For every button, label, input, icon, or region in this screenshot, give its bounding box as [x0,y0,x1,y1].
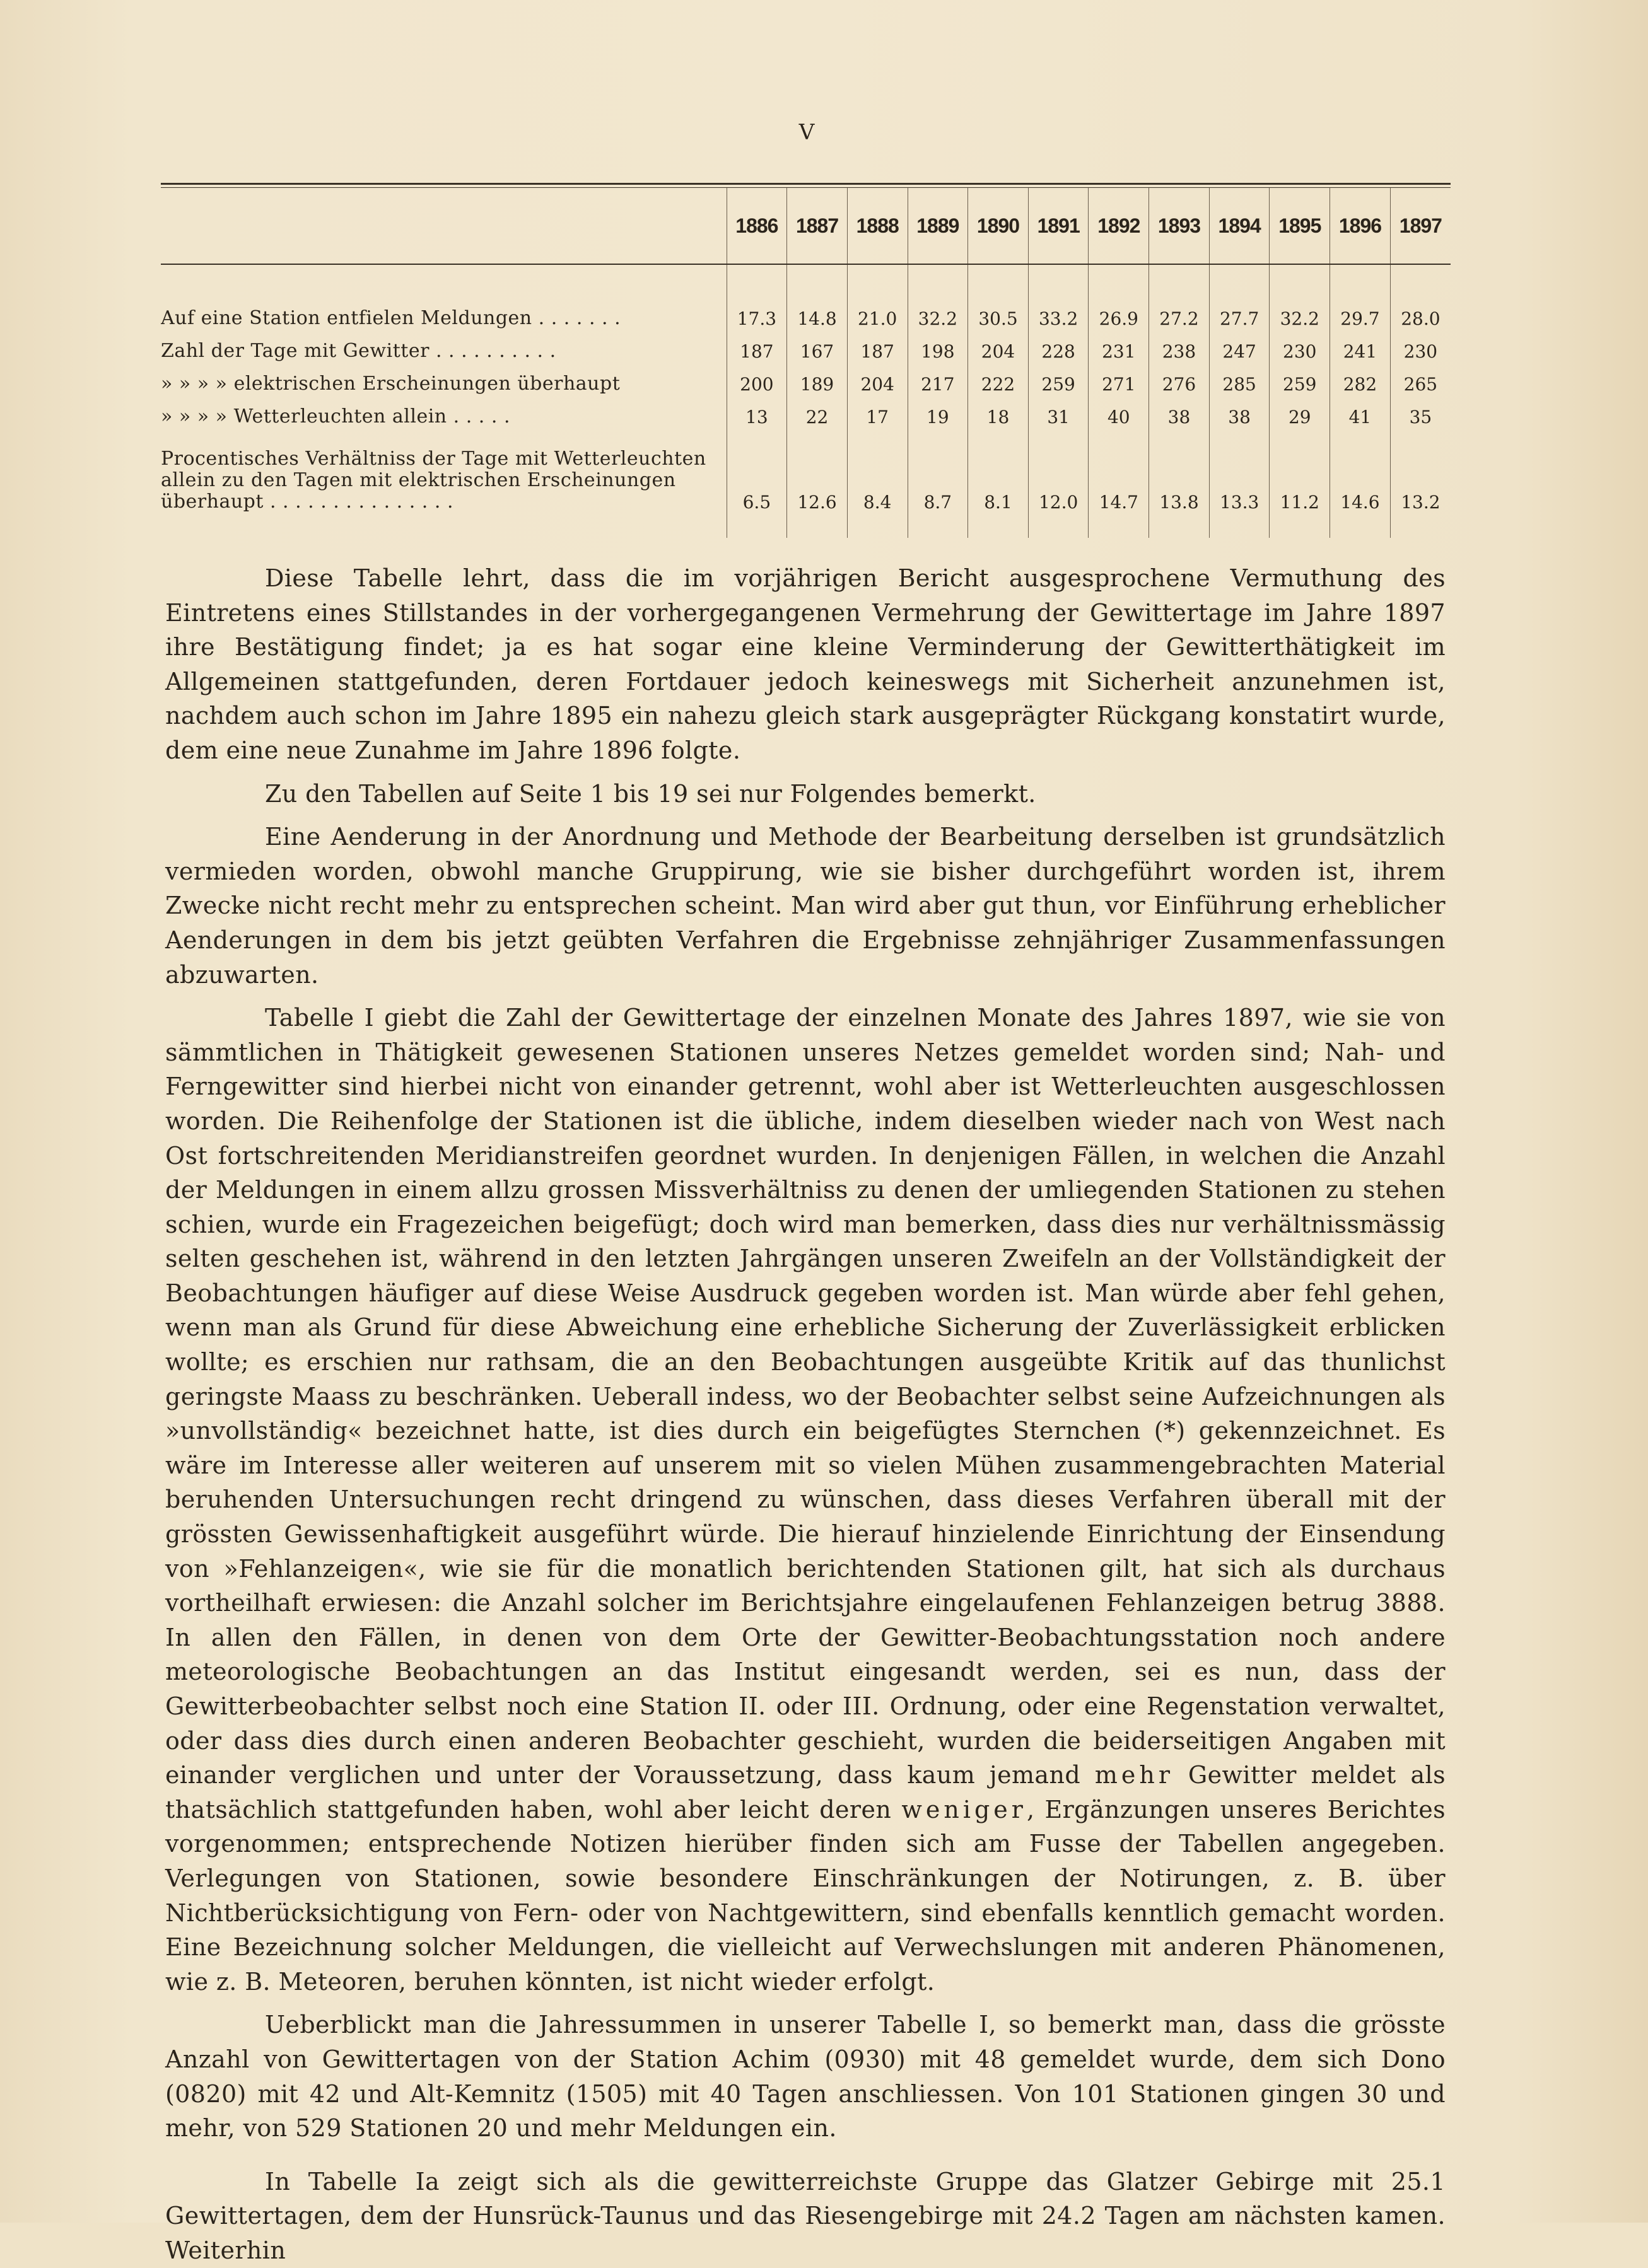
table-cell: 230 [1270,329,1330,362]
year-header: 1895 [1270,188,1330,264]
paragraph-text: Tabelle I giebt die Zahl der Gewittertage der einzelnen Monate des Jahres 1897, wie sie von sämmtlichen in Thätigkeit gewesenen Stationen unseres Netzes gemeldet worden sind; Nah- und Ferngewitter sind hierbei nicht von einander getrennt, wohl aber ist Wetterleuchten ausgeschlossen worden. Die Reihenfolge der Stationen ist die übliche, indem dieselben wieder nach von West nach Ost fortschreitenden Meridianstreifen geordnet wurden. In denjenigen Fällen, in welchen die Anzahl der Meldungen in einem allzu grossen Missverhältniss zu denen der umliegenden Stationen zu stehen schien, wurde ein Fragezeichen beigefügt; doch wird man bemerken, dass dies nur verhältnissmässig selten geschehen ist, während in den letzten Jahrgängen unseren Zweifeln an der Vollständigkeit der Beobachtungen häufiger auf diese Weise Ausdruck gegeben worden ist. Man würde aber fehl gehen, wenn man als Grund für diese Abweichung eine erhebliche Sicherung der Zuverlässigkeit erblicken wollte; es erschien nur rathsam, die an den Beobachtungen ausgeübte Kritik auf das thunlichst geringste Maass zu beschränken. Ueberall indess, wo der Beobachter selbst seine Aufzeichnungen als »unvollständig« bezeichnet hatte, ist dies durch ein beigefügtes Sternchen (*) gekennzeichnet. Es wäre im Interesse aller weiteren auf unserem mit so vielen Mühen zusammengebrachten Material beruhenden Untersuchungen recht dringend zu wünschen, dass dieses Verfahren überall mit der grössten Gewissenhaftigkeit ausgeführt würde. Die hierauf hinzielende Einrichtung der Einsendung von »Fehlanzeigen«, wie sie für die monatlich berichtenden Stationen gilt, hat sich als durchaus vortheilhaft erwiesen: die Anzahl solcher im Berichtsjahre eingelaufenen Fehlanzeigen betrug 3888. In allen den Fällen, in denen von dem Orte der Gewitter-Beobachtungsstation noch andere meteorologische Beobachtungen an das Institut eingesandt werden, sei es nun, dass der Gewitterbeobachter selbst noch eine Station II. oder III. Ordnung, oder eine Regenstation verwaltet, oder dass dies durch einen anderen Beobachter geschieht, wurden die beiderseitigen Angaben mit einander verglichen und unter der Voraussetzung, dass kaum jemand [165,1004,1446,1789]
paragraph: Ueberblickt man die Jahressummen in unserer Tabelle I, so bemerkt man, dass die grösste Anzahl von Gewittertagen von der Station Achim (0930) mit 48 gemeldet wurde, dem sich Dono (0820) mit 42 und Alt-Kemnitz (1505) mit 40 Tagen anschliessen. Von 101 Stationen gingen 30 und mehr, von 529 Stationen 20 und mehr Meldungen ein. [165,2011,1446,2143]
table-cell: 11.2 [1270,427,1330,513]
table-cell: 8.1 [968,427,1029,513]
padding-cell [847,513,908,538]
row-label: Procentisches Verhältniss der Tage mit Wetterleuchten allein zu den Tagen mit elektrischen Erscheinungen überhaupt . . . . . . . . . . . . . . . [161,448,706,513]
table-cell: 241 [1330,329,1391,362]
table-top-rule [161,183,1451,188]
paragraph-text: Gewitter meldet als thatsächlich stattgefunden haben, wohl aber leicht deren [165,1761,1446,1823]
table-cell: 12.0 [1028,427,1089,513]
year-header: 1890 [968,188,1029,264]
table-cell: 271 [1089,362,1149,395]
padding-cell [1209,513,1270,538]
table-cell: 29.7 [1330,264,1391,329]
table-row [161,329,1451,362]
table-cell: 21.0 [847,264,908,329]
padding-cell [161,513,727,538]
table-cell: 12.6 [787,427,848,513]
padding-cell [1330,513,1391,538]
table-cell: 13.2 [1390,427,1451,513]
table-cell: 30.5 [968,264,1029,329]
table-cell: 41 [1330,395,1391,427]
table-cell: 14.8 [787,264,848,329]
table-row [161,395,1451,427]
table-cell: 32.2 [908,264,968,329]
table-row [161,362,1451,395]
thunderstorm-statistics-table-wrap [161,183,1451,538]
table-cell: 35 [1390,395,1451,427]
year-header: 1891 [1028,188,1089,264]
padding-cell [787,513,848,538]
emphasized-word: mehr [1094,1761,1174,1789]
padding-cell [1270,513,1330,538]
table-cell: 18 [968,395,1029,427]
table-cell: 13 [727,395,787,427]
table-cell: 247 [1209,329,1270,362]
padding-cell [1028,513,1089,538]
table-cell: 8.4 [847,427,908,513]
year-header: 1888 [847,188,908,264]
table-cell: 33.2 [1028,264,1089,329]
row-label: » » » » Wetterleuchten allein . . . . . [161,405,510,427]
table-cell: 187 [727,329,787,362]
table-cell: 19 [908,395,968,427]
table-bottom-padding-row [161,513,1451,538]
table-cell: 17.3 [727,264,787,329]
table-cell: 22 [787,395,848,427]
emphasized-word: weniger [901,1795,1027,1823]
padding-cell [1149,513,1210,538]
paragraph [165,1001,1446,1999]
table-cell: 13.3 [1209,427,1270,513]
table-row [161,264,1451,329]
year-header: 1897 [1390,188,1451,264]
table-cell: 222 [968,362,1029,395]
header-blank-cell [161,188,727,264]
year-header: 1886 [727,188,787,264]
table-cell: 13.8 [1149,427,1210,513]
table-cell: 32.2 [1270,264,1330,329]
padding-cell [968,513,1029,538]
padding-cell [908,513,968,538]
paragraph: Zu den Tabellen auf Seite 1 bis 19 sei nur Folgendes bemerkt. [265,779,1036,808]
table-cell: 230 [1390,329,1451,362]
table-cell: 259 [1270,362,1330,395]
padding-cell [1089,513,1149,538]
row-label: » » » » elektrischen Erscheinungen überhaupt [161,373,621,395]
table-cell: 187 [847,329,908,362]
table-cell: 259 [1028,362,1089,395]
table-cell: 238 [1149,329,1210,362]
table-cell: 38 [1209,395,1270,427]
table-cell: 29 [1270,395,1330,427]
row-label: Zahl der Tage mit Gewitter . . . . . . . . . . [161,340,556,362]
table-cell: 27.2 [1149,264,1210,329]
table-cell: 265 [1390,362,1451,395]
table-cell: 27.7 [1209,264,1270,329]
row-label: Auf eine Station entfielen Meldungen . . . . . . . [161,307,621,329]
table-cell: 276 [1149,362,1210,395]
paragraph: Eine Aenderung in der Anordnung und Methode der Bearbeitung derselben ist grundsätzlich vermieden worden, obwohl manche Gruppirung, wie sie bisher durchgeführt worden ist, ihrem Zwecke nicht recht mehr zu entsprechen scheint. Man wird aber gut thun, vor Einführung erheblicher Aenderungen in dem bis jetzt geübten Verfahren die Ergebnisse zehnjähriger Zusammenfassungen abzuwarten. [165,823,1446,989]
table-cell: 198 [908,329,968,362]
body-text [165,561,1446,2268]
thunderstorm-statistics-table [161,188,1451,538]
table-row [161,427,1451,513]
year-header: 1894 [1209,188,1270,264]
table-cell: 167 [787,329,848,362]
table-cell: 26.9 [1089,264,1149,329]
page-number: V [798,120,816,145]
table-header-row [161,188,1451,264]
table-cell: 14.7 [1089,427,1149,513]
table-cell: 28.0 [1390,264,1451,329]
table-cell: 204 [968,329,1029,362]
table-cell: 8.7 [908,427,968,513]
paragraph: Diese Tabelle lehrt, dass die im vorjährigen Bericht ausgesprochene Vermuthung des Eintretens eines Stillstandes in der vorhergegangenen Vermehrung der Gewittertage im Jahre 1897 ihre Bestätigung findet; ja es hat sogar eine kleine Verminderung der Gewitterthätigkeit im Allgemeinen stattgefunden, deren Fortdauer jedoch keineswegs mit Sicherheit anzunehmen ist, nachdem auch schon im Jahre 1895 ein nahezu gleich stark ausgeprägter Rückgang konstatirt wurde, dem eine neue Zunahme im Jahre 1896 folgte. [165,564,1446,764]
year-header: 1896 [1330,188,1391,264]
table-cell: 14.6 [1330,427,1391,513]
year-header: 1892 [1089,188,1149,264]
year-header: 1893 [1149,188,1210,264]
table-cell: 228 [1028,329,1089,362]
table-cell: 204 [847,362,908,395]
table-cell: 217 [908,362,968,395]
year-header: 1889 [908,188,968,264]
padding-cell [727,513,787,538]
paragraph: In Tabelle Ia zeigt sich als die gewitterreichste Gruppe das Glatzer Gebirge mit 25.1 Gewittertagen, dem der Hunsrück-Taunus und das Riesengebirge mit 24.2 Tagen am nächsten kamen. Weiterhin [165,2167,1446,2264]
table-cell: 6.5 [727,427,787,513]
table-cell: 189 [787,362,848,395]
table-cell: 38 [1149,395,1210,427]
year-header: 1887 [787,188,848,264]
table-cell: 17 [847,395,908,427]
table-cell: 285 [1209,362,1270,395]
table-cell: 200 [727,362,787,395]
table-cell: 31 [1028,395,1089,427]
paragraph-text: , Ergänzungen unseres Berichtes vorgenommen; entsprechende Notizen hierüber finden sich am Fusse der Tabellen angegeben. Verlegungen von Stationen, sowie besondere Einschränkungen der Notirungen, z. B. über Nichtberücksichtigung von Fern- oder von Nachtgewittern, sind ebenfalls kenntlich gemacht worden. Eine Bezeichnung solcher Meldungen, die vielleicht auf Verwechslungen mit anderen Phänomenen, wie z. B. Meteoren, beruhen könnten, ist nicht wieder erfolgt. [165,1795,1446,1996]
padding-cell [1390,513,1451,538]
table-cell: 231 [1089,329,1149,362]
table-cell: 282 [1330,362,1391,395]
table-cell: 40 [1089,395,1149,427]
